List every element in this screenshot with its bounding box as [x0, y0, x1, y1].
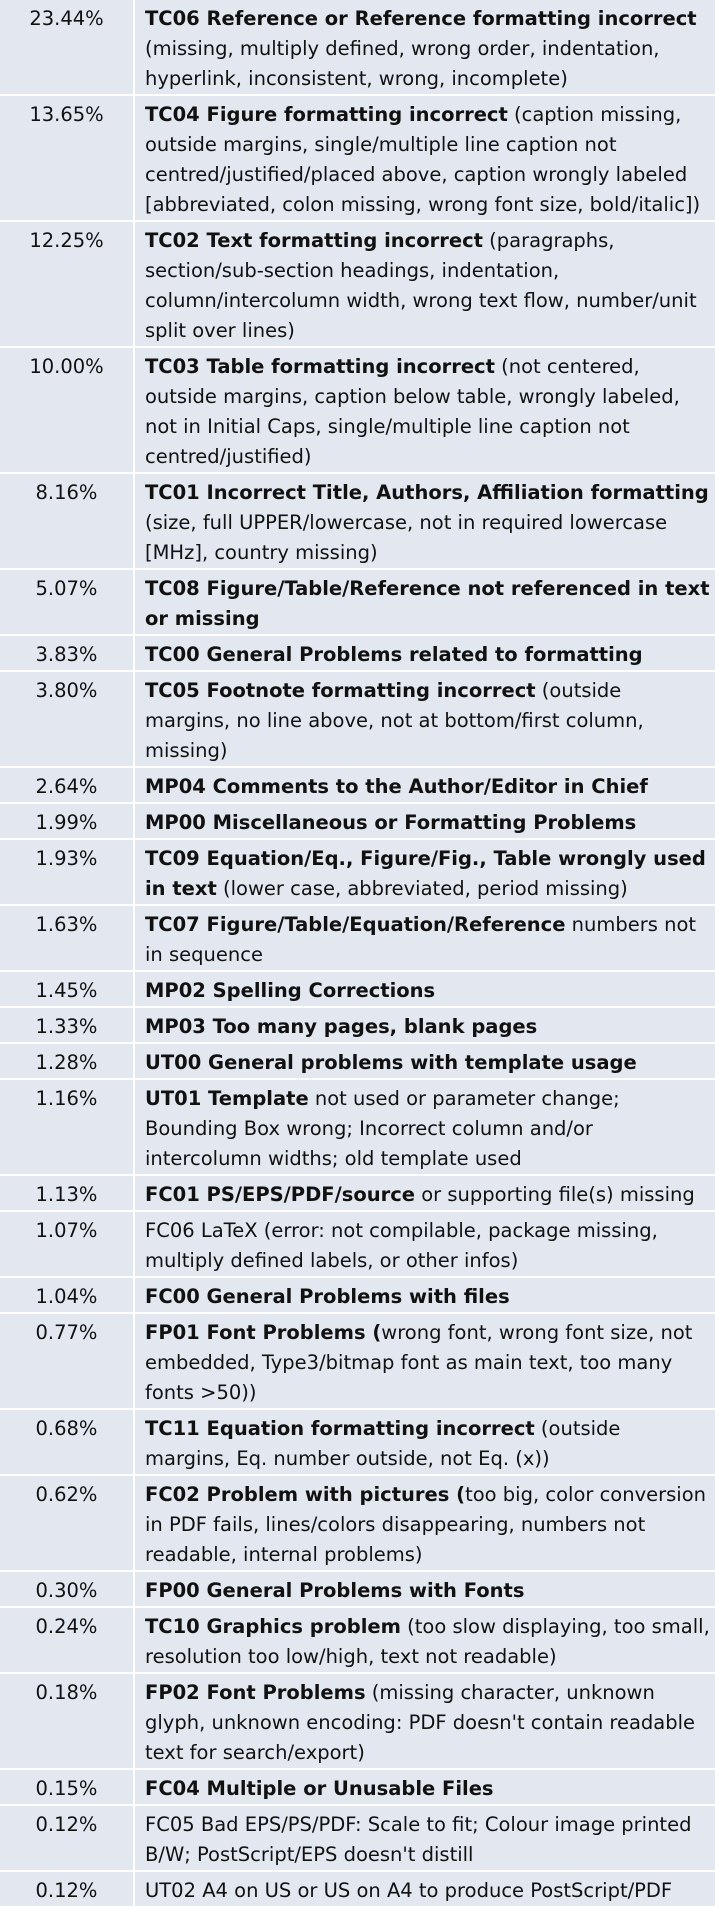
description-cell [135, 1044, 715, 1078]
percentage-cell: 1.99% [0, 804, 135, 838]
percentage-cell: 0.30% [0, 1572, 135, 1606]
problem-details: wrong font, wrong font size, not embedded, Type3/bitmap font as main text, too many fonts >50)) [145, 1321, 693, 1404]
problem-details: (paragraphs, section/sub-section headings, indentation, column/intercolumn width, wrong text flow, number/unit split over lines) [145, 229, 697, 342]
description-cell [135, 1278, 715, 1312]
table-row [0, 1476, 715, 1572]
description-cell [135, 972, 715, 1006]
description-cell [135, 1176, 715, 1210]
table-row [0, 348, 715, 474]
problem-details: (not centered, outside margins, caption below table, wrongly labeled, not in Initial Caps, single/multiple line caption not centred/justified) [145, 355, 680, 468]
problem-code-title: FP01 Font Problems ( [145, 1321, 382, 1344]
problem-details: (missing, multiply defined, wrong order, indentation, hyperlink, inconsistent, wrong, incomplete) [145, 37, 660, 90]
problem-code-title: TC04 Figure formatting incorrect [145, 103, 508, 126]
table-row [0, 1008, 715, 1044]
table-row [0, 636, 715, 672]
problem-code-title: TC03 Table formatting incorrect [145, 355, 495, 378]
problem-code-title: TC05 Footnote formatting incorrect [145, 679, 536, 702]
problem-code-title: TC01 Incorrect Title, Authors, Affiliation formatting [145, 481, 709, 504]
description-cell [135, 1476, 715, 1570]
percentage-cell: 12.25% [0, 222, 135, 346]
table-row [0, 1674, 715, 1770]
percentage-cell: 2.64% [0, 768, 135, 802]
table-row [0, 1872, 715, 1908]
table-row [0, 570, 715, 636]
description-cell [135, 1410, 715, 1474]
description-cell [135, 1806, 715, 1870]
percentage-cell: 1.16% [0, 1080, 135, 1174]
problem-code-title: TC08 Figure/Table/Reference not referenced in text or missing [145, 577, 710, 630]
description-cell [135, 1770, 715, 1804]
problem-code-title: FP00 General Problems with Fonts [145, 1579, 525, 1602]
table-row [0, 672, 715, 768]
problem-code-title: TC00 General Problems related to formatting [145, 643, 643, 666]
percentage-cell: 10.00% [0, 348, 135, 472]
table-row [0, 1608, 715, 1674]
table-row [0, 840, 715, 906]
problem-details: (missing character, unknown glyph, unknown encoding: PDF doesn't contain readable text for search/export) [145, 1681, 696, 1764]
percentage-cell: 8.16% [0, 474, 135, 568]
table-row [0, 1770, 715, 1806]
description-cell [135, 804, 715, 838]
table-row [0, 1410, 715, 1476]
description-cell [135, 348, 715, 472]
problem-details: numbers not in sequence [145, 913, 697, 966]
table-row [0, 1080, 715, 1176]
table-row [0, 1278, 715, 1314]
percentage-cell: 3.80% [0, 672, 135, 766]
percentage-cell: 23.44% [0, 0, 135, 94]
percentage-cell: 3.83% [0, 636, 135, 670]
description-cell [135, 570, 715, 634]
percentage-cell: 0.12% [0, 1806, 135, 1870]
table-row [0, 474, 715, 570]
description-cell [135, 96, 715, 220]
description-cell [135, 840, 715, 904]
description-cell [135, 1608, 715, 1672]
problem-details: (lower case, abbreviated, period missing) [216, 877, 628, 900]
percentage-cell: 1.93% [0, 840, 135, 904]
table-row [0, 972, 715, 1008]
table-row [0, 804, 715, 840]
problem-details: (size, full UPPER/lowercase, not in required lowercase [MHz], country missing) [145, 511, 668, 564]
percentage-cell: 1.04% [0, 1278, 135, 1312]
problem-code-title: TC11 Equation formatting incorrect [145, 1417, 535, 1440]
description-cell [135, 222, 715, 346]
problem-details: FC06 LaTeX (error: not compilable, package missing, multiply defined labels, or other infos) [145, 1219, 658, 1272]
description-cell [135, 1080, 715, 1174]
description-cell [135, 474, 715, 568]
table-row [0, 906, 715, 972]
description-cell [135, 1572, 715, 1606]
percentage-cell: 1.45% [0, 972, 135, 1006]
table-row [0, 222, 715, 348]
description-cell [135, 636, 715, 670]
problem-details: not used or parameter change; Bounding Box wrong; Incorrect column and/or intercolumn widths; old template used [145, 1087, 620, 1170]
table-row [0, 0, 715, 96]
table-row [0, 1176, 715, 1212]
problem-details: (outside margins, Eq. number outside, not Eq. (x)) [145, 1417, 621, 1470]
description-cell [135, 1008, 715, 1042]
percentage-cell: 0.18% [0, 1674, 135, 1768]
problem-details: (outside margins, no line above, not at bottom/first column, missing) [145, 679, 644, 762]
percentage-cell: 1.28% [0, 1044, 135, 1078]
problem-code-title: UT00 General problems with template usage [145, 1051, 637, 1074]
problem-code-title: TC02 Text formatting incorrect [145, 229, 483, 252]
description-cell [135, 1314, 715, 1408]
problem-code-title: TC07 Figure/Table/Equation/Reference [145, 913, 566, 936]
percentage-cell: 0.12% [0, 1872, 135, 1906]
percentage-cell: 1.07% [0, 1212, 135, 1276]
percentage-cell: 0.62% [0, 1476, 135, 1570]
problem-details: UT02 A4 on US or US on A4 to produce PostScript/PDF [145, 1879, 673, 1902]
percentage-cell: 1.63% [0, 906, 135, 970]
problem-code-title: TC06 Reference or Reference formatting incorrect [145, 7, 697, 30]
description-cell [135, 768, 715, 802]
table-row [0, 1572, 715, 1608]
problem-code-title: MP02 Spelling Corrections [145, 979, 436, 1002]
percentage-cell: 0.77% [0, 1314, 135, 1408]
problem-code-title: FC02 Problem with pictures ( [145, 1483, 466, 1506]
description-cell [135, 1872, 715, 1906]
description-cell [135, 906, 715, 970]
table-row [0, 1806, 715, 1872]
problem-code-title: UT01 Template [145, 1087, 309, 1110]
table-row [0, 96, 715, 222]
table-row [0, 1212, 715, 1278]
percentage-cell: 1.33% [0, 1008, 135, 1042]
percentage-cell: 5.07% [0, 570, 135, 634]
table-row [0, 768, 715, 804]
problem-code-title: FP02 Font Problems [145, 1681, 366, 1704]
problem-code-title: MP04 Comments to the Author/Editor in Chief [145, 775, 648, 798]
description-cell [135, 0, 715, 94]
problem-code-title: TC09 Equation/Eq., Figure/Fig., Table wrongly used in text [145, 847, 706, 900]
problem-details: (caption missing, outside margins, single/multiple line caption not centred/justified/placed above, caption wrongly labeled [abbreviated, colon missing, wrong font size, bold/italic]) [145, 103, 701, 216]
problem-code-title: TC10 Graphics problem [145, 1615, 401, 1638]
problem-details: or supporting file(s) missing [415, 1183, 695, 1206]
problem-details: too big, color conversion in PDF fails, lines/colors disappearing, numbers not readable, internal problems) [145, 1483, 707, 1566]
table-row [0, 1314, 715, 1410]
problem-code-title: FC04 Multiple or Unusable Files [145, 1777, 494, 1800]
problem-code-title: FC00 General Problems with files [145, 1285, 510, 1308]
problem-code-title: MP03 Too many pages, blank pages [145, 1015, 538, 1038]
description-cell [135, 1212, 715, 1276]
table-row [0, 1044, 715, 1080]
percentage-cell: 1.13% [0, 1176, 135, 1210]
description-cell [135, 1674, 715, 1768]
problem-code-title: MP00 Miscellaneous or Formatting Problems [145, 811, 637, 834]
percentage-cell: 0.68% [0, 1410, 135, 1474]
description-cell [135, 672, 715, 766]
percentage-cell: 0.15% [0, 1770, 135, 1804]
percentage-cell: 0.24% [0, 1608, 135, 1672]
percentage-cell: 13.65% [0, 96, 135, 220]
problem-details: (too slow displaying, too small, resolution too low/high, text not readable) [145, 1615, 710, 1668]
problem-code-title: FC01 PS/EPS/PDF/source [145, 1183, 416, 1206]
problem-details: FC05 Bad EPS/PS/PDF: Scale to fit; Colour image printed B/W; PostScript/EPS doesn't distill [145, 1813, 692, 1866]
